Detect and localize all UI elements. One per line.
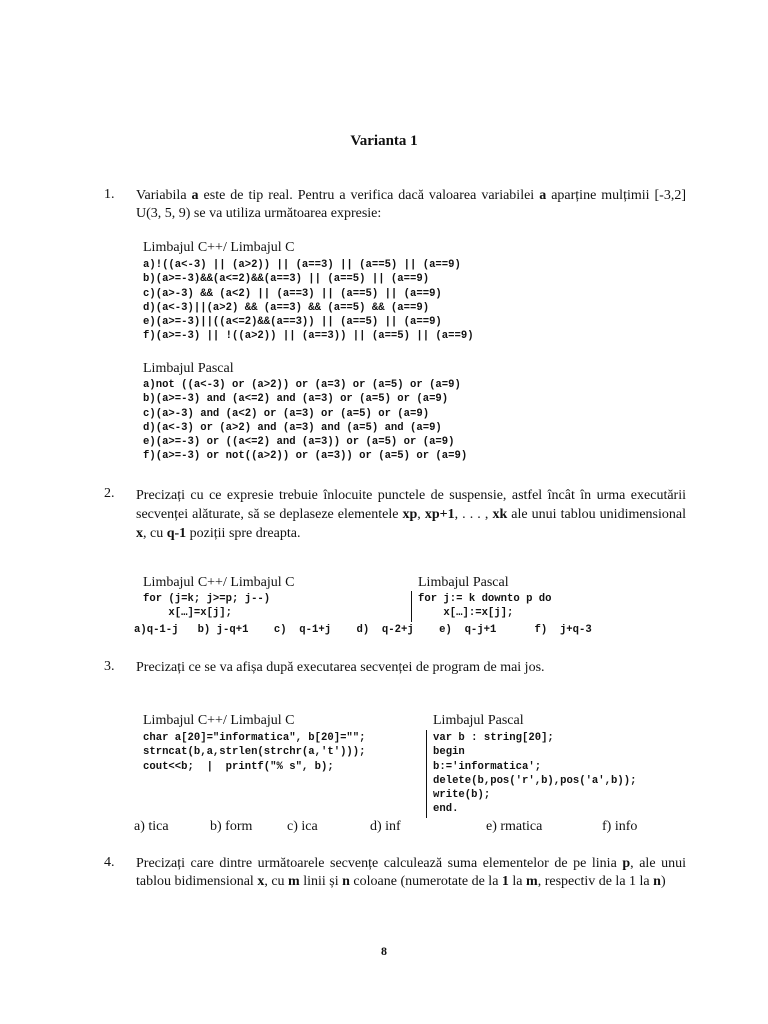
q2-lang-c-label: Limbajul C++/ Limbajul C — [143, 575, 295, 590]
q3-answer-d: d) inf — [370, 819, 401, 834]
q3-answer-f: f) info — [602, 819, 638, 834]
q3-lang-c-label: Limbajul C++/ Limbajul C — [143, 713, 295, 728]
q3-answer-b: b) form — [210, 819, 253, 834]
q2-code-pascal: for j:= k downto p do x[…]:=x[j]; — [418, 593, 552, 620]
q3-code-c: char a[20]="informatica", b[20]=""; strncat(b,a,strlen(strchr(a,'t'))); cout<<b; | printf("% s", b); — [143, 732, 366, 773]
page-title: Varianta 1 — [350, 133, 418, 149]
q1-lang-pascal-label: Limbajul Pascal — [143, 361, 234, 376]
q3-answer-e: e) rmatica — [486, 819, 543, 834]
q1-text: Variabila a este de tip real. Pentru a verifica dacă valoarea variabilei a aparține mulțimii [-3,2] U(3, 5, 9) se va utiliza următoarea expresie: — [136, 188, 686, 221]
q3-answer-a: a) tica — [134, 819, 169, 834]
q2-number: 2. — [104, 486, 115, 501]
q2-text: Precizați cu ce expresie trebuie înlocuite punctele de suspensie, astfel încât în urma executării secvenței alăturate, să se deplaseze elementele xp, xp+1, . . . , xk ale unui tablou unidimensional x, cu q-1 poziții spre dreapta. — [136, 488, 687, 541]
q3-code-pascal: var b : string[20]; begin b:='informatica'; delete(b,pos('r',b),pos('a',b)); write(b); end. — [433, 732, 637, 816]
q2-lang-pascal-label: Limbajul Pascal — [418, 575, 509, 590]
q3-answer-c: c) ica — [287, 819, 318, 834]
q2-code-c: for (j=k; j>=p; j--) x[…]=x[j]; — [143, 593, 271, 620]
q3-text: Precizați ce se va afișa după executarea secvenței de program de mai jos. — [136, 660, 545, 675]
q1-code-pascal: a)not ((a<-3) or (a>2)) or (a=3) or (a=5) or (a=9) b)(a>=-3) and (a<=2) and (a=3) or (a=5) or (a=9) c)(a>-3) and (a<2) or (a=3) or (a=5) or (a=9) d)(a<-3) or (a>2) and (a=3) and (a=5) and (a=9) e)(a>=-3) or ((a<=2) and (a=3)) or (a=5) or (a=9) f)(a>=-3) or not((a>2)) or (a=3)) or (a=5) or (a=9) — [143, 379, 468, 463]
q3-lang-pascal-label: Limbajul Pascal — [433, 713, 524, 728]
q2-answers: a)q-1-j b) j-q+1 c) q-1+j d) q-2+j e) q-j+1 f) j+q-3 — [134, 624, 592, 636]
q1-code-c: a)!((a<-3) || (a>2)) || (a==3) || (a==5) || (a==9) b)(a>=-3)&&(a<=2)&&(a==3) || (a==5) || (a==9) c)(a>-3) && (a<2) || (a==3) || (a==5) || (a==9) d)(a<-3)||(a>2) && (a==3) && (a==5) && (a==9) e)(a>=-3)||((a<=2)&&(a==3)) || (a==5) || (a==9) f)(a>=-3) || !((a>2)) || (a==3)) || (a==5) || (a==9) — [143, 259, 474, 343]
q4-number: 4. — [104, 855, 115, 870]
q2-divider — [411, 591, 412, 622]
q1-lang-c-label: Limbajul C++/ Limbajul C — [143, 240, 295, 255]
q3-number: 3. — [104, 659, 115, 674]
page-number: 8 — [381, 944, 387, 958]
q1-number: 1. — [104, 187, 115, 202]
q4-text: Precizați care dintre următoarele secvențe calculează suma elementelor de pe linia p, ale unui tablou bidimensional x, cu m linii și n coloane (numerotate de la 1 la m, respectiv de la 1 la n) — [136, 856, 686, 889]
q3-divider — [426, 730, 427, 818]
